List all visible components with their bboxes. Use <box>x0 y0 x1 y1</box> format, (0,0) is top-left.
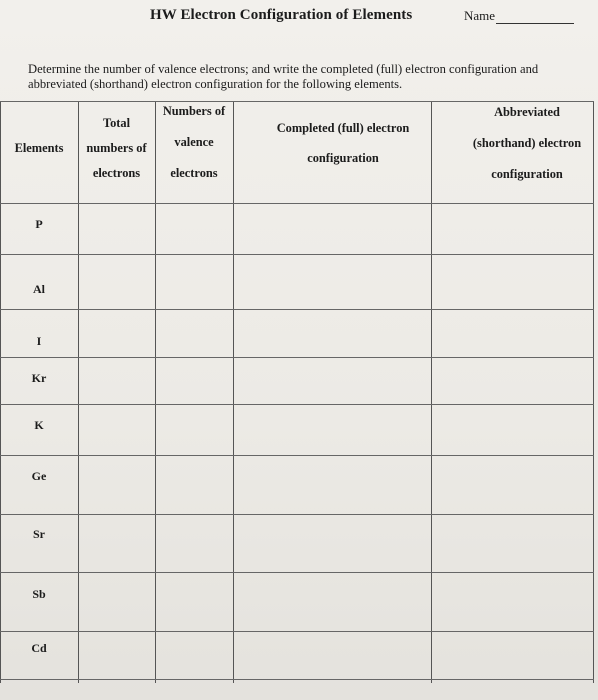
row-divider <box>0 357 594 358</box>
instructions-text: Determine the number of valence electrons; and write the completed (full) electron configuration and abbreviated (shorthand) electron configuration for the following elements. <box>28 62 539 91</box>
column-divider <box>155 101 156 683</box>
element-label: Cd <box>31 641 47 655</box>
element-label: K <box>34 418 44 432</box>
table-border-bottom <box>0 679 594 680</box>
header-total-line3: electrons <box>92 166 141 180</box>
table-border-top <box>0 101 594 102</box>
header-total-line1: Total <box>102 116 131 130</box>
header-valence-line3: electrons <box>170 166 218 180</box>
element-label: Sb <box>32 587 46 601</box>
header-valence-line1: Numbers of <box>162 104 226 118</box>
element-label: Sr <box>33 527 45 541</box>
row-divider <box>0 203 594 204</box>
header-full-line1: Completed (full) electron <box>276 121 410 135</box>
row-divider <box>0 254 594 255</box>
name-label: Name <box>464 8 496 23</box>
element-label: Al <box>33 282 45 296</box>
header-abbreviated-line2: (shorthand) electron <box>472 136 582 150</box>
row-divider <box>0 455 594 456</box>
name-field <box>464 8 574 24</box>
page-title: HW Electron Configuration of Elements <box>150 7 413 23</box>
header-valence-line2: valence <box>174 135 214 149</box>
row-divider <box>0 631 594 632</box>
row-divider <box>0 309 594 310</box>
element-label: Kr <box>31 371 47 385</box>
electron-configuration-table <box>0 101 594 683</box>
column-divider <box>431 101 432 683</box>
header-elements: Elements <box>14 141 64 155</box>
row-divider <box>0 404 594 405</box>
header-total-line2: numbers of <box>86 141 147 155</box>
row-divider <box>0 572 594 573</box>
name-blank-line <box>496 10 574 24</box>
column-divider <box>233 101 234 683</box>
header-full-line2: configuration <box>307 151 379 165</box>
element-label: Ge <box>31 469 47 483</box>
element-label: I <box>36 334 42 348</box>
column-divider <box>78 101 79 683</box>
header-abbreviated-line1: Abbreviated <box>494 105 560 119</box>
row-divider <box>0 514 594 515</box>
table-border-right <box>593 101 594 683</box>
header-abbreviated-line3: configuration <box>491 167 563 181</box>
element-label: P <box>35 217 43 231</box>
